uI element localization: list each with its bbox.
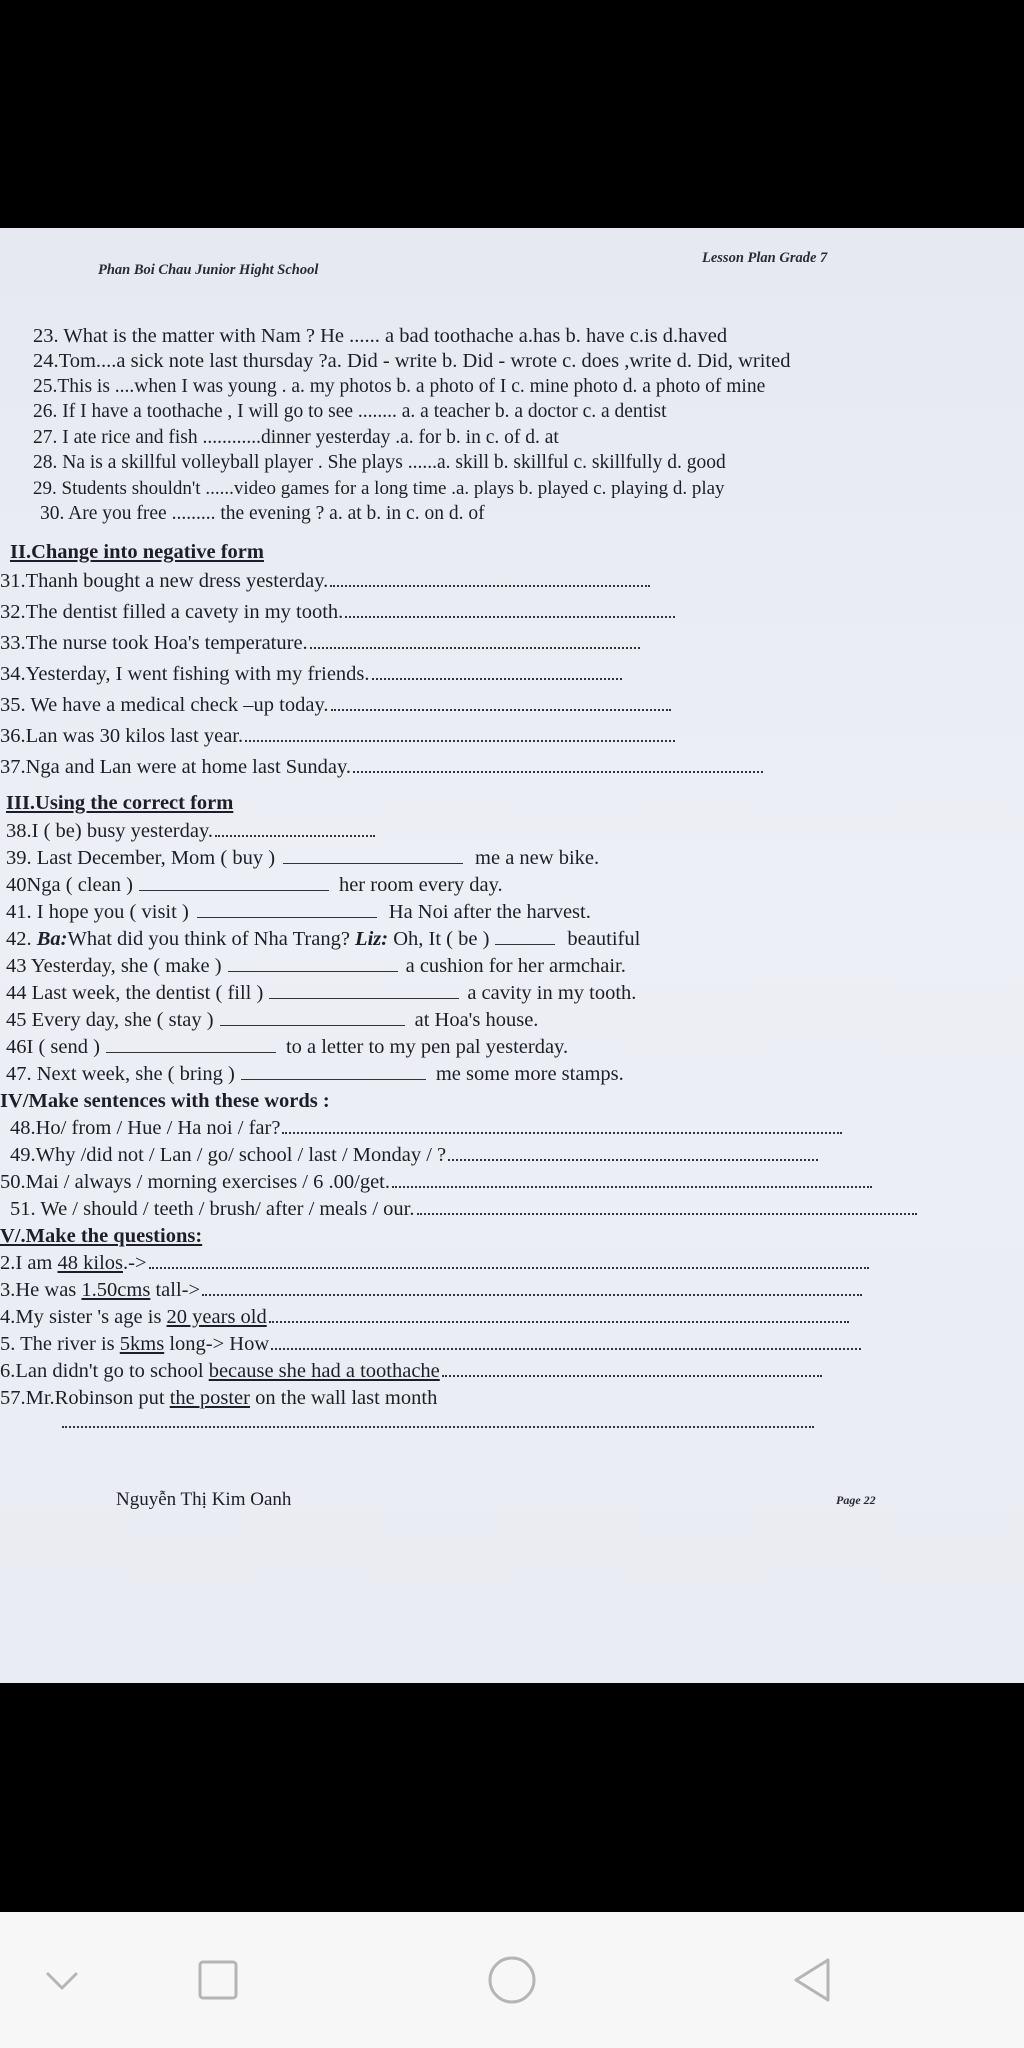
question-28: 28. Na is a skillful volleyball player . She plays ......a. skill b. skillful c. skillfully d. good	[33, 452, 726, 473]
question-item-55: 5. The river is 5kms long-> How	[0, 1332, 861, 1356]
form-item-43: 43 Yesterday, she ( make ) a cushion for her armchair.	[6, 955, 626, 977]
form-item-41: 41. I hope you ( visit ) Ha Noi after the harvest.	[6, 901, 591, 923]
form-item-40: 40Nga ( clean ) her room every day.	[6, 874, 503, 896]
negative-item-34: 34.Yesterday, I went fishing with my friends.	[0, 662, 622, 686]
form-item-44: 44 Last week, the dentist ( fill ) a cavity in my tooth.	[6, 982, 637, 1004]
sentence-item-49: 49.Why /did not / Lan / go/ school / last / Monday / ?	[10, 1143, 818, 1167]
negative-item-35: 35. We have a medical check –up today.	[0, 693, 671, 717]
question-30: 30. Are you free ......... the evening ? a. at b. in c. on d. of	[40, 503, 485, 524]
sentence-item-48: 48.Ho/ from / Hue / Ha noi / far?	[10, 1116, 842, 1140]
school-header: Phan Boi Chau Junior Hight School	[98, 262, 319, 278]
answer-line-57	[62, 1426, 814, 1428]
form-item-45: 45 Every day, she ( stay ) at Hoa's house.	[6, 1009, 539, 1031]
negative-item-31: 31.Thanh bought a new dress yesterday.	[0, 569, 650, 593]
question-item-53: 3.He was 1.50cms tall->	[0, 1278, 862, 1302]
negative-item-36: 36.Lan was 30 kilos last year.	[0, 724, 675, 748]
question-item-56: 6.Lan didn't go to school because she had a toothache	[0, 1359, 822, 1383]
section-4-title: IV/Make sentences with these words :	[0, 1090, 330, 1112]
sentence-item-51: 51. We / should / teeth / brush/ after / meals / our.	[10, 1197, 917, 1221]
chevron-down-icon[interactable]	[22, 1912, 102, 2048]
form-item-38: 38.I ( be) busy yesterday.	[6, 819, 375, 843]
question-item-54: 4.My sister 's age is 20 years old	[0, 1305, 849, 1329]
form-item-47: 47. Next week, she ( bring ) me some more stamps.	[6, 1063, 624, 1085]
negative-item-37: 37.Nga and Lan were at home last Sunday.	[0, 755, 763, 779]
page-number: Page 22	[836, 1493, 876, 1507]
android-nav-bar	[0, 1912, 1024, 2048]
question-26: 26. If I have a toothache , I will go to see ........ a. a teacher b. a doctor c. a dentist	[33, 401, 667, 422]
sentence-item-50: 50.Mai / always / morning exercises / 6 .00/get.	[0, 1170, 872, 1194]
square-icon[interactable]	[178, 1912, 258, 2048]
question-23: 23. What is the matter with Nam ? He ...... a bad toothache a.has b. have c.is d.haved	[33, 325, 728, 347]
lesson-header: Lesson Plan Grade 7	[702, 250, 828, 266]
negative-item-33: 33.The nurse took Hoa's temperature.	[0, 631, 640, 655]
negative-item-32: 32.The dentist filled a cavety in my tooth.	[0, 600, 675, 624]
worksheet-page	[0, 228, 1024, 1683]
question-item-57: 57.Mr.Robinson put the poster on the wall last month	[0, 1387, 438, 1409]
section-3-title: III.Using the correct form	[6, 792, 234, 814]
question-29: 29. Students shouldn't ......video games for a long time .a. plays b. played c. playing d. play	[33, 478, 725, 499]
question-25: 25.This is ....when I was young . a. my photos b. a photo of I c. mine photo d. a photo of mine	[33, 376, 766, 397]
author-name: Nguyễn Thị Kim Oanh	[116, 1489, 292, 1510]
form-item-46: 46I ( send ) to a letter to my pen pal yesterday.	[6, 1036, 569, 1058]
question-24: 24.Tom....a sick note last thursday ?a. Did - write b. Did - wrote c. does ,write d. Did, writed	[33, 350, 791, 372]
question-item-52: 2.I am 48 kilos.->	[0, 1251, 869, 1275]
question-27: 27. I ate rice and fish ............dinner yesterday .a. for b. in c. of d. at	[33, 427, 559, 448]
section-2-title: II.Change into negative form	[10, 541, 264, 563]
back-triangle-icon[interactable]	[772, 1912, 852, 2048]
form-item-42: 42. Ba:What did you think of Nha Trang? Liz: Oh, It ( be ) beautiful	[6, 928, 641, 950]
circle-icon[interactable]	[472, 1912, 552, 2048]
form-item-39: 39. Last December, Mom ( buy ) me a new bike.	[6, 847, 600, 869]
section-5-title: V/.Make the questions:	[0, 1225, 203, 1247]
